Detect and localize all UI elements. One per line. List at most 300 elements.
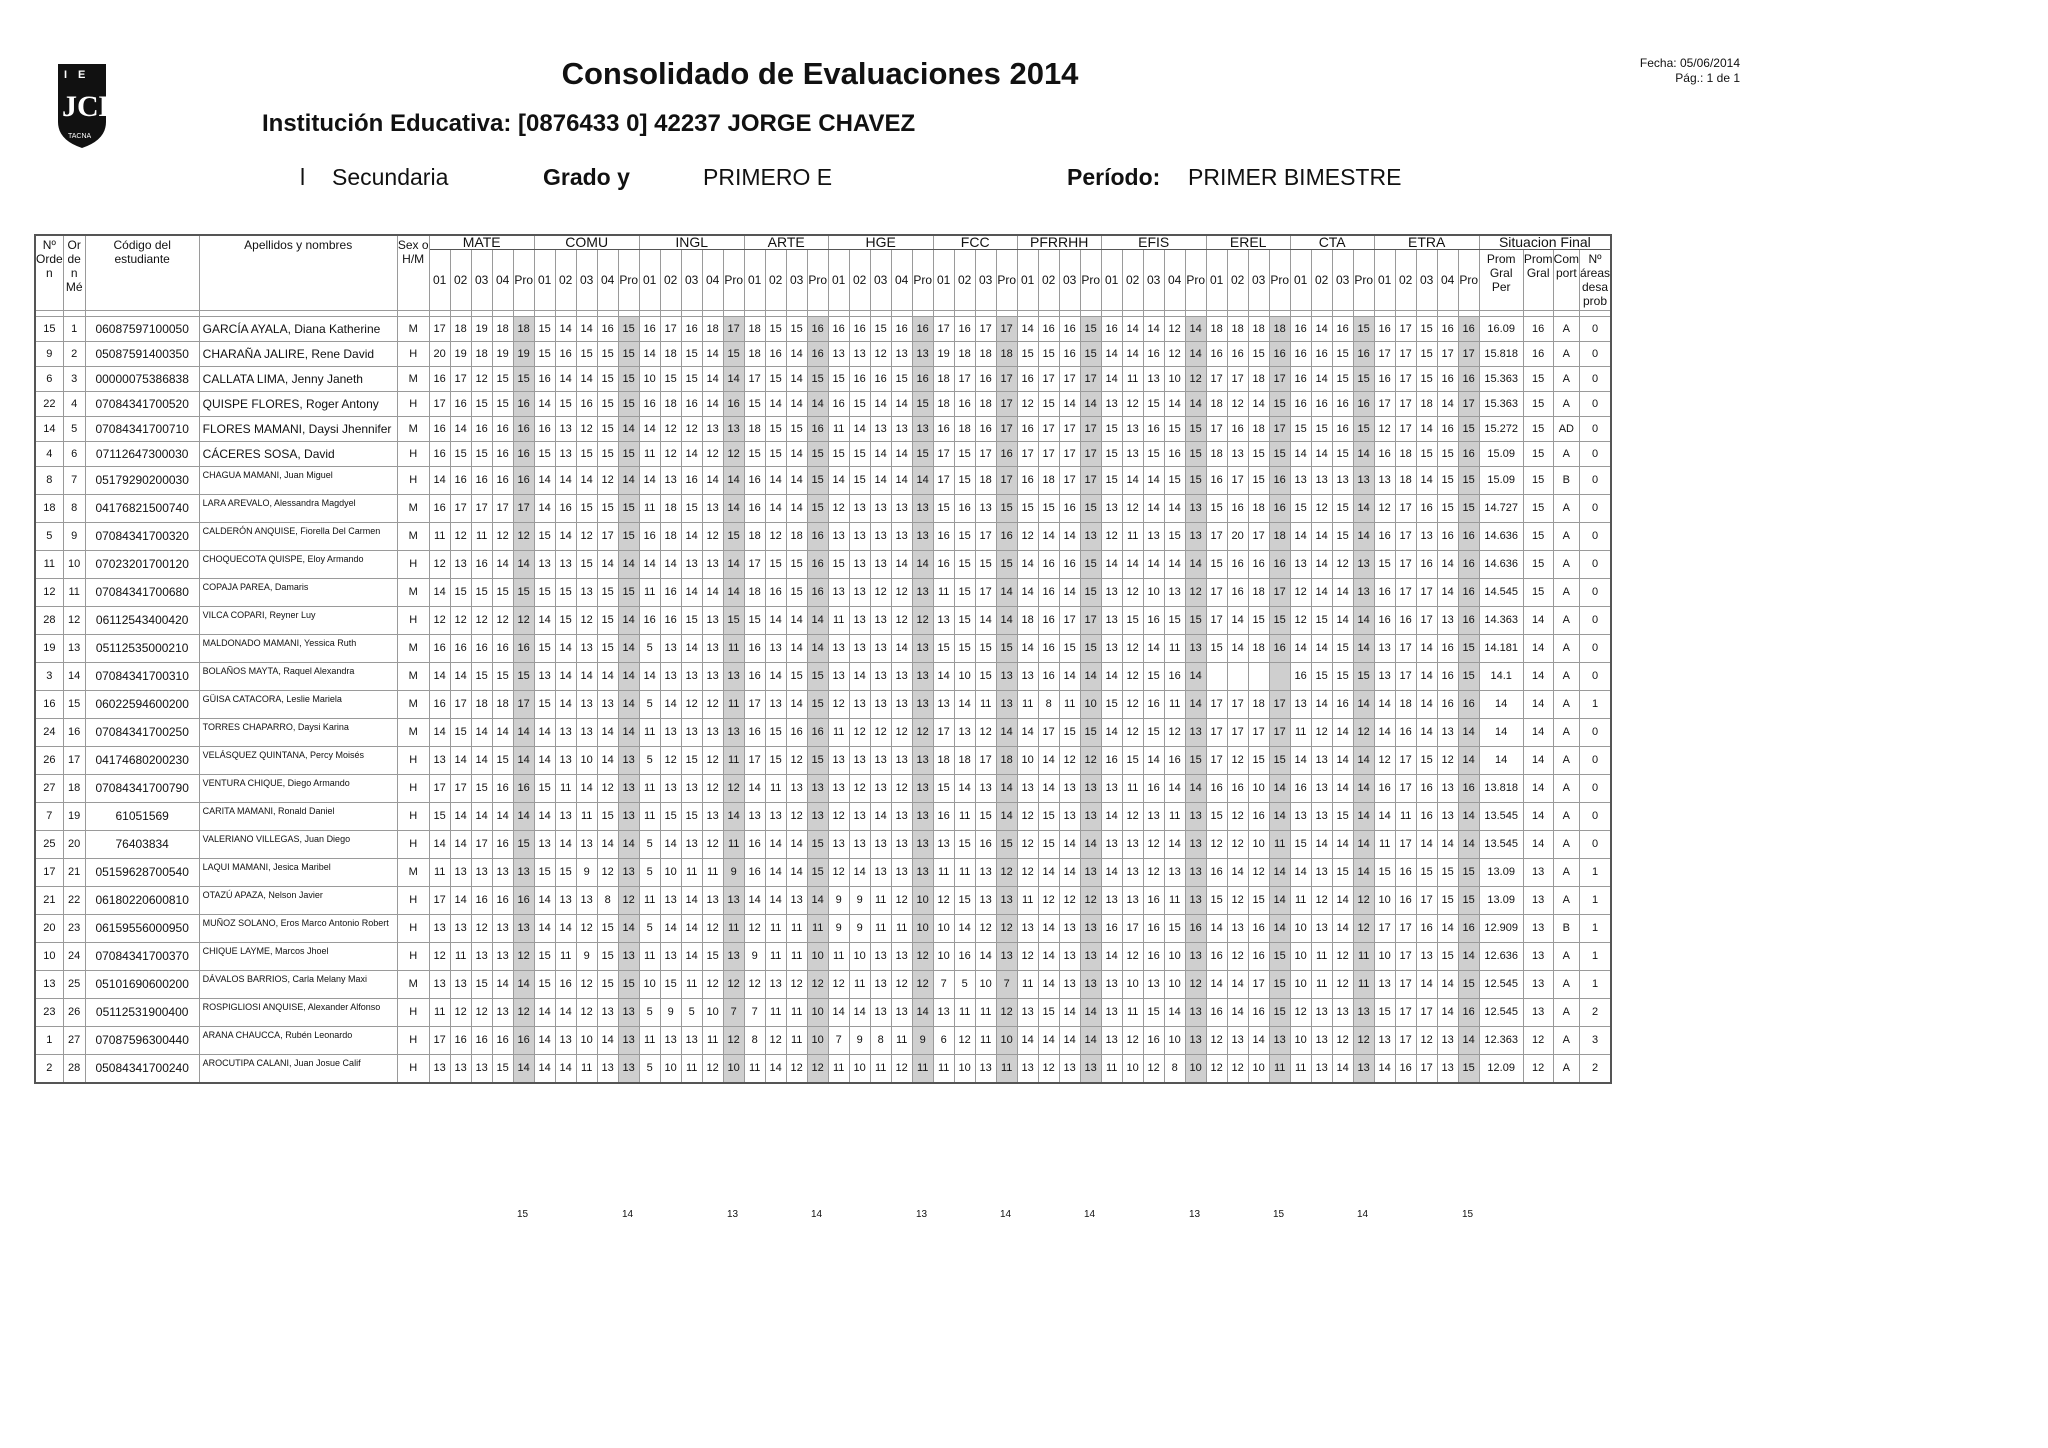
promedio-cell: 16 [513,775,534,803]
promedio-cell: 15 [618,317,639,342]
nota-cell: 12 [1017,859,1038,887]
promedio-cell: 15 [1269,943,1290,971]
nota-cell: 15 [534,943,555,971]
nota-cell: 5 [639,635,660,663]
nota-cell: 12 [1416,1027,1437,1055]
nota-cell: 11 [1290,887,1311,915]
comportamiento-cell: A [1553,775,1579,803]
nota-cell: 11 [1311,971,1332,999]
nota-cell: 17 [471,831,492,859]
nota-cell: 10 [933,915,954,943]
nota-cell: 14 [786,495,807,523]
promedio-cell: 15 [1269,607,1290,635]
nota-cell: 20 [429,342,450,367]
promedio-cell: 15 [1458,663,1479,691]
nota-cell: 15 [1332,859,1353,887]
nota-cell: 15 [786,417,807,442]
nota-cell: 15 [1038,999,1059,1027]
prom-gral-cell: 15 [1523,392,1553,417]
nota-cell: 14 [1122,467,1143,495]
promedio-cell: 16 [513,442,534,467]
nota-cell: 17 [1395,417,1416,442]
nota-cell: 16 [450,392,471,417]
sub-header: 03 [1248,250,1269,311]
nota-cell: 12 [576,915,597,943]
nota-cell: 16 [1311,392,1332,417]
nota-cell: 14 [534,467,555,495]
nota-cell: 13 [975,495,996,523]
promedio-cell: 14 [618,915,639,943]
nota-cell: 15 [1143,999,1164,1027]
nota-cell: 15 [681,607,702,635]
nota-cell: 13 [1332,467,1353,495]
nota-cell: 18 [1248,495,1269,523]
nota-cell: 13 [555,551,576,579]
nota-cell: 15 [597,417,618,442]
nota-cell: 12 [1164,317,1185,342]
nota-cell: 17 [954,367,975,392]
nota-cell: 14 [891,392,912,417]
nota-cell: 11 [765,915,786,943]
nota-cell: 11 [828,719,849,747]
nota-cell: 15 [828,367,849,392]
nota-cell: 13 [828,579,849,607]
promedio-cell: 14 [618,719,639,747]
promedio-cell: 15 [1353,317,1374,342]
nota-cell: 12 [1290,607,1311,635]
nota-cell: 14 [1038,943,1059,971]
orden-cell: 16 [35,691,63,719]
promedio-cell: 15 [996,831,1017,859]
promedio-cell: 13 [912,663,933,691]
nota-cell: 14 [1227,971,1248,999]
prom-gral-cell: 14 [1523,803,1553,831]
promedio-cell: 12 [513,607,534,635]
nota-cell: 17 [1395,943,1416,971]
nota-cell: 16 [492,442,513,467]
areas-desaprobadas-cell: 0 [1580,367,1612,392]
nota-cell: 15 [1164,607,1185,635]
nota-cell: 13 [1311,915,1332,943]
nota-cell: 15 [1311,607,1332,635]
nota-cell: 14 [1059,579,1080,607]
nota-cell: 13 [555,442,576,467]
promedio-cell: 15 [618,367,639,392]
promedio-cell: 16 [807,551,828,579]
sexo-cell: M [397,495,429,523]
nota-cell: 15 [765,719,786,747]
nota-cell: 14 [1290,523,1311,551]
nota-cell: 11 [786,943,807,971]
nota-cell: 13 [450,1055,471,1084]
prom-gral-cell: 15 [1523,495,1553,523]
nota-cell: 8 [1164,1055,1185,1084]
promedio-cell: 19 [513,342,534,367]
promedio-cell: 10 [807,943,828,971]
promedio-cell: 14 [1458,1027,1479,1055]
nota-cell: 14 [1122,342,1143,367]
promedio-cell: 17 [513,691,534,719]
nota-cell: 13 [849,342,870,367]
nota-cell: 15 [576,495,597,523]
nota-cell: 17 [1206,417,1227,442]
sub-header: 02 [1122,250,1143,311]
areas-desaprobadas-cell: 1 [1580,859,1612,887]
promedio-cell: 16 [807,417,828,442]
nota-cell: 17 [450,775,471,803]
nota-cell: 16 [933,803,954,831]
nota-cell: 13 [660,775,681,803]
nota-cell: 13 [702,551,723,579]
promedio-cell: 15 [618,442,639,467]
nota-cell: 18 [933,392,954,417]
nota-cell: 13 [849,635,870,663]
promedio-cell: 12 [1080,747,1101,775]
nota-cell: 14 [1248,1027,1269,1055]
promedio-cell: 13 [912,691,933,719]
sub-header: 01 [933,250,954,311]
prom-gral-cell: 14 [1523,831,1553,859]
nota-cell: 12 [597,859,618,887]
nota-cell [1206,663,1227,691]
nota-cell: 14 [429,719,450,747]
table-row [35,859,1611,887]
date-block [1600,56,1740,86]
nota-cell: 17 [1017,442,1038,467]
nota-cell: 14 [660,915,681,943]
promedio-cell: 12 [513,999,534,1027]
nota-cell: 17 [1059,442,1080,467]
merito-cell: 7 [63,467,85,495]
nota-cell: 17 [975,317,996,342]
nota-cell: 14 [1059,523,1080,551]
promedio-cell: 11 [723,831,744,859]
promedio-cell: 12 [912,719,933,747]
promedio-cell: 12 [1353,1027,1374,1055]
nota-cell: 12 [1122,719,1143,747]
nota-cell: 13 [576,635,597,663]
nota-cell: 18 [1206,442,1227,467]
promedio-cell: 16 [912,317,933,342]
nota-cell [1248,663,1269,691]
promedio-cell: 16 [1269,342,1290,367]
nota-cell: 15 [954,887,975,915]
promedio-cell: 13 [996,663,1017,691]
nota-cell: 17 [429,392,450,417]
nota-cell: 14 [1290,859,1311,887]
table-row [35,971,1611,999]
nombre-cell: VELÁSQUEZ QUINTANA, Percy Moisés [199,747,397,775]
merito-cell: 26 [63,999,85,1027]
orden-cell: 27 [35,775,63,803]
promedio-cell: 10 [996,1027,1017,1055]
merito-cell: 22 [63,887,85,915]
nota-cell: 17 [1395,579,1416,607]
promedio-cell: 17 [1269,417,1290,442]
nota-cell: 14 [849,663,870,691]
nota-cell: 16 [933,417,954,442]
nota-cell: 14 [786,367,807,392]
nota-cell: 11 [870,887,891,915]
promedio-cell: 14 [723,579,744,607]
nota-cell: 17 [1416,999,1437,1027]
nota-cell: 15 [1164,915,1185,943]
promedio-cell: 12 [618,887,639,915]
nota-cell: 16 [1227,342,1248,367]
nota-cell: 14 [1311,317,1332,342]
promedio-cell: 15 [807,691,828,719]
sexo-cell: H [397,915,429,943]
orden-cell: 4 [35,442,63,467]
nota-cell: 12 [1227,943,1248,971]
nota-cell: 10 [1017,747,1038,775]
promedio-cell: 11 [723,691,744,719]
nota-cell: 14 [1311,635,1332,663]
nota-cell: 12 [828,691,849,719]
nota-cell: 11 [639,775,660,803]
nota-cell: 14 [765,607,786,635]
orden-cell: 8 [35,467,63,495]
nota-cell: 11 [1122,367,1143,392]
nota-cell: 11 [1017,691,1038,719]
promedio-cell: 14 [1353,775,1374,803]
nota-cell: 13 [933,691,954,719]
nota-cell: 13 [849,747,870,775]
nombre-cell: LARA AREVALO, Alessandra Magdyel [199,495,397,523]
promedio-cell: 13 [1353,1055,1374,1084]
nota-cell: 17 [1206,367,1227,392]
sexo-cell: M [397,417,429,442]
nota-cell: 16 [555,342,576,367]
nota-cell: 15 [702,943,723,971]
nota-cell: 13 [870,775,891,803]
nota-cell: 14 [891,635,912,663]
nota-cell: 13 [492,915,513,943]
promedio-cell: 15 [618,342,639,367]
nota-cell: 16 [1374,442,1395,467]
orden-cell: 5 [35,523,63,551]
nota-cell: 15 [492,663,513,691]
nota-cell: 14 [555,523,576,551]
nota-cell: 13 [555,747,576,775]
promedio-cell: 17 [996,367,1017,392]
nota-cell: 15 [954,467,975,495]
nota-cell: 13 [1017,663,1038,691]
promedio-cell: 18 [1269,523,1290,551]
promedio-cell: 11 [723,915,744,943]
nota-cell: 12 [450,607,471,635]
prom-gral-cell: 13 [1523,915,1553,943]
nota-cell: 15 [1122,607,1143,635]
nota-cell: 10 [1290,1027,1311,1055]
nota-cell: 12 [576,417,597,442]
sub-header: 01 [639,250,660,311]
promedio-cell: 12 [723,775,744,803]
promedio-cell: 15 [1353,367,1374,392]
merito-cell: 13 [63,635,85,663]
nombre-cell: AROCUTIPA CALANI, Juan Josue Calif [199,1055,397,1084]
nota-cell: 11 [1164,887,1185,915]
nota-cell: 17 [975,579,996,607]
promedio-cell: 18 [996,747,1017,775]
nota-cell: 13 [849,803,870,831]
nota-cell: 16 [849,367,870,392]
nota-cell: 10 [1374,943,1395,971]
nota-cell: 16 [975,417,996,442]
comportamiento-cell: A [1553,971,1579,999]
promedio-cell: 15 [1269,999,1290,1027]
nota-cell: 16 [492,887,513,915]
sub-header: 02 [1227,250,1248,311]
merito-cell: 21 [63,859,85,887]
sub-header: Pro [912,250,933,311]
nota-cell: 17 [933,719,954,747]
promedio-cell: 16 [513,1027,534,1055]
nota-cell: 16 [639,523,660,551]
nota-cell: 17 [1038,417,1059,442]
promedio-cell: 14 [1353,747,1374,775]
promedio-cell: 15 [1080,342,1101,367]
nota-cell: 16 [849,317,870,342]
nota-cell: 15 [1332,523,1353,551]
comportamiento-cell: A [1553,442,1579,467]
nota-cell: 13 [1290,691,1311,719]
nota-cell: 9 [576,943,597,971]
areas-desaprobadas-cell: 0 [1580,495,1612,523]
nota-cell: 16 [744,635,765,663]
nota-cell: 17 [1416,1055,1437,1084]
nota-cell: 15 [1101,442,1122,467]
promedio-cell: 12 [1185,367,1206,392]
nota-cell: 14 [765,467,786,495]
nota-cell: 15 [1206,635,1227,663]
nota-cell: 14 [576,775,597,803]
nota-cell: 17 [1395,635,1416,663]
codigo-cell: 05179290200030 [85,467,199,495]
comportamiento-cell: A [1553,691,1579,719]
nota-cell: 16 [471,417,492,442]
nota-cell: 14 [534,747,555,775]
nota-cell: 16 [492,635,513,663]
nota-cell: 13 [1416,943,1437,971]
promedio-cell: 15 [807,442,828,467]
nota-cell: 18 [1206,317,1227,342]
nota-cell: 14 [1227,999,1248,1027]
nota-cell: 15 [534,859,555,887]
promedio-cell: 14 [618,663,639,691]
prom-gral-cell: 15 [1523,417,1553,442]
nota-cell: 16 [1416,775,1437,803]
nota-cell: 14 [765,495,786,523]
nota-cell: 13 [1017,915,1038,943]
nota-cell: 16 [1395,887,1416,915]
nota-cell: 18 [660,342,681,367]
nombre-cell: CALDERÓN ANQUISE, Fiorella Del Carmen [199,523,397,551]
nota-cell: 15 [1311,663,1332,691]
promedio-cell: 15 [618,523,639,551]
promedio-cell: 16 [1458,915,1479,943]
nota-cell: 13 [1122,831,1143,859]
merito-cell: 2 [63,342,85,367]
nota-cell: 15 [1059,635,1080,663]
nota-cell: 11 [1290,1055,1311,1084]
nota-cell: 13 [660,943,681,971]
prom-gral-per-cell: 15.818 [1479,342,1523,367]
promedio-cell: 13 [912,859,933,887]
codigo-cell: 61051569 [85,803,199,831]
nota-cell: 17 [1395,495,1416,523]
nota-cell: 14 [1437,971,1458,999]
table-row [35,467,1611,495]
nota-cell: 13 [702,607,723,635]
promedio-cell: 15 [1080,635,1101,663]
codigo-cell: 07084341700790 [85,775,199,803]
nota-cell: 7 [828,1027,849,1055]
nota-cell: 12 [1227,803,1248,831]
nota-cell: 13 [828,523,849,551]
nota-cell: 17 [1059,607,1080,635]
promedio-cell: 11 [1353,943,1374,971]
nota-cell: 15 [1206,887,1227,915]
nota-cell: 16 [1206,342,1227,367]
promedio-cell: 13 [912,831,933,859]
nota-cell: 11 [429,523,450,551]
prom-gral-cell: 13 [1523,999,1553,1027]
sub-header: 03 [681,250,702,311]
nota-cell: 14 [1311,691,1332,719]
promedio-cell: 15 [807,663,828,691]
nota-cell: 16 [744,663,765,691]
prom-gral-per-cell: 13.545 [1479,803,1523,831]
nota-cell: 10 [1164,971,1185,999]
col-orden: Nº Orde n [35,235,63,311]
sub-header: 01 [429,250,450,311]
promedio-cell: 7 [996,971,1017,999]
nota-cell: 13 [681,775,702,803]
nota-cell: 12 [849,719,870,747]
nota-cell: 10 [1248,831,1269,859]
promedio-cell: 12 [912,943,933,971]
nota-cell: 16 [534,417,555,442]
nota-cell: 15 [597,342,618,367]
nota-cell: 15 [597,392,618,417]
nota-cell: 15 [1101,691,1122,719]
nota-cell: 15 [492,392,513,417]
nota-cell: 14 [1038,971,1059,999]
table-row [35,719,1611,747]
nota-cell: 11 [450,943,471,971]
nota-cell: 15 [534,317,555,342]
col-comport: Com port [1553,250,1579,311]
nota-cell: 14 [534,392,555,417]
nota-cell: 14 [534,887,555,915]
nota-cell: 16 [1059,551,1080,579]
nota-cell: 12 [702,915,723,943]
nota-cell: 13 [828,747,849,775]
nota-cell: 13 [660,887,681,915]
promedio-cell: 11 [1269,1055,1290,1084]
prom-gral-cell: 14 [1523,775,1553,803]
merito-cell: 5 [63,417,85,442]
nota-cell: 18 [1248,579,1269,607]
nota-cell: 9 [828,915,849,943]
nota-cell: 15 [597,915,618,943]
nota-cell: 12 [1038,887,1059,915]
nota-cell: 13 [744,803,765,831]
nota-cell: 16 [1395,719,1416,747]
comportamiento-cell: A [1553,551,1579,579]
promedio-cell: 16 [1269,495,1290,523]
